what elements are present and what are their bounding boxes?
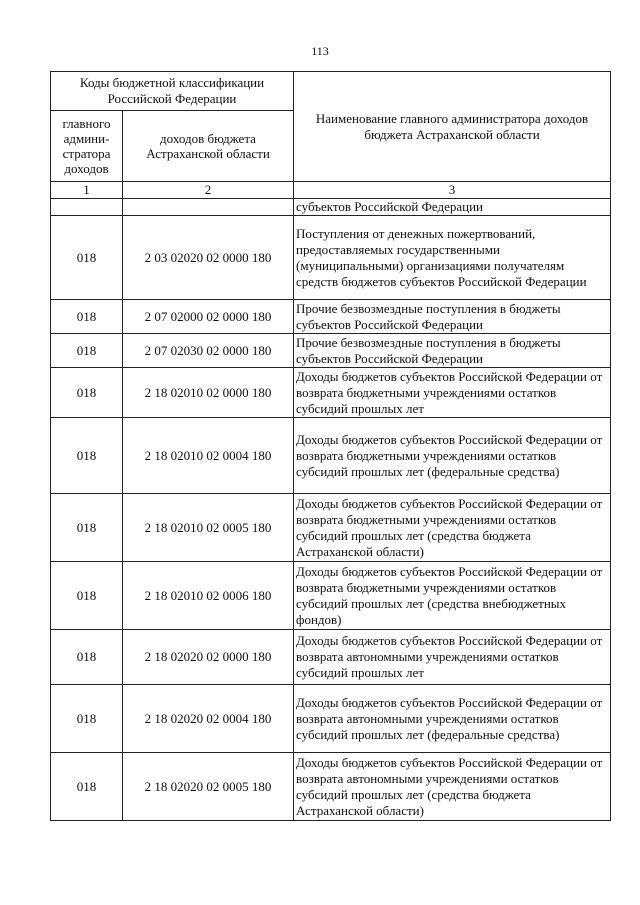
- budget-classification-table: [50, 71, 611, 821]
- header-codes-group: Коды бюджетной классификации Российской Федерации: [51, 72, 294, 111]
- income-name-cell: Прочие безвозмездные поступления в бюджеты субъектов Российской Федерации: [294, 300, 611, 334]
- admin-code-cell: 018: [51, 300, 123, 334]
- income-code-cell: 2 18 02020 02 0005 180: [123, 753, 294, 821]
- income-name-cell: Доходы бюджетов субъектов Российской Федерации от возврата бюджетными учреждениями остатков субсидий прошлых лет (федеральные средства): [294, 418, 611, 494]
- table-row: [51, 685, 611, 753]
- table-row: [51, 494, 611, 562]
- continuation-name-cell: субъектов Российской Федерации: [294, 199, 611, 216]
- admin-code-cell: 018: [51, 562, 123, 630]
- page-number: 113: [311, 44, 329, 58]
- income-code-cell: 2 18 02010 02 0005 180: [123, 494, 294, 562]
- header-admin-column: главного админи-стратора доходов: [51, 111, 123, 182]
- header-number-1: 1: [51, 182, 123, 199]
- table-row: [51, 630, 611, 685]
- income-name-cell: Доходы бюджетов субъектов Российской Федерации от возврата бюджетными учреждениями остатков субсидий прошлых лет: [294, 368, 611, 418]
- income-code-cell: 2 03 02020 02 0000 180: [123, 216, 294, 300]
- table-row: [51, 418, 611, 494]
- admin-code-cell: 018: [51, 630, 123, 685]
- table-row: [51, 216, 611, 300]
- income-name-cell: Прочие безвозмездные поступления в бюджеты субъектов Российской Федерации: [294, 334, 611, 368]
- admin-code-cell: 018: [51, 753, 123, 821]
- table-row: [51, 300, 611, 334]
- header-number-3: 3: [294, 182, 611, 199]
- admin-code-cell: 018: [51, 685, 123, 753]
- admin-code-cell: 018: [51, 216, 123, 300]
- income-code-cell: 2 18 02010 02 0000 180: [123, 368, 294, 418]
- header-number-2: 2: [123, 182, 294, 199]
- income-code-cell: 2 18 02010 02 0006 180: [123, 562, 294, 630]
- income-name-cell: Доходы бюджетов субъектов Российской Федерации от возврата бюджетными учреждениями остатков субсидий прошлых лет (средства внебюджетных фондов): [294, 562, 611, 630]
- table-row-continuation: [51, 199, 611, 216]
- income-code-cell: 2 07 02000 02 0000 180: [123, 300, 294, 334]
- table-row: [51, 368, 611, 418]
- income-name-cell: Доходы бюджетов субъектов Российской Федерации от возврата бюджетными учреждениями остатков субсидий прошлых лет (средства бюджета Астраханской области): [294, 494, 611, 562]
- continuation-admin-cell: [51, 199, 123, 216]
- header-name-column: Наименование главного администратора доходов бюджета Астраханской области: [294, 72, 611, 182]
- header-income-column: доходов бюджета Астраханской области: [123, 111, 294, 182]
- income-name-cell: Доходы бюджетов субъектов Российской Федерации от возврата автономными учреждениями остатков субсидий прошлых лет (средства бюджета Астраханской области): [294, 753, 611, 821]
- income-code-cell: 2 18 02020 02 0004 180: [123, 685, 294, 753]
- table-row: [51, 562, 611, 630]
- income-code-cell: 2 18 02020 02 0000 180: [123, 630, 294, 685]
- table-row: [51, 753, 611, 821]
- table-row: [51, 334, 611, 368]
- admin-code-cell: 018: [51, 418, 123, 494]
- income-name-cell: Поступления от денежных пожертвований, предоставляемых государственными (муниципальными) организациями получателям средств бюджетов субъектов Российской Федерации: [294, 216, 611, 300]
- continuation-code-cell: [123, 199, 294, 216]
- income-name-cell: Доходы бюджетов субъектов Российской Федерации от возврата автономными учреждениями остатков субсидий прошлых лет: [294, 630, 611, 685]
- income-name-cell: Доходы бюджетов субъектов Российской Федерации от возврата автономными учреждениями остатков субсидий прошлых лет (федеральные средства): [294, 685, 611, 753]
- income-code-cell: 2 07 02030 02 0000 180: [123, 334, 294, 368]
- income-code-cell: 2 18 02010 02 0004 180: [123, 418, 294, 494]
- admin-code-cell: 018: [51, 494, 123, 562]
- admin-code-cell: 018: [51, 334, 123, 368]
- admin-code-cell: 018: [51, 368, 123, 418]
